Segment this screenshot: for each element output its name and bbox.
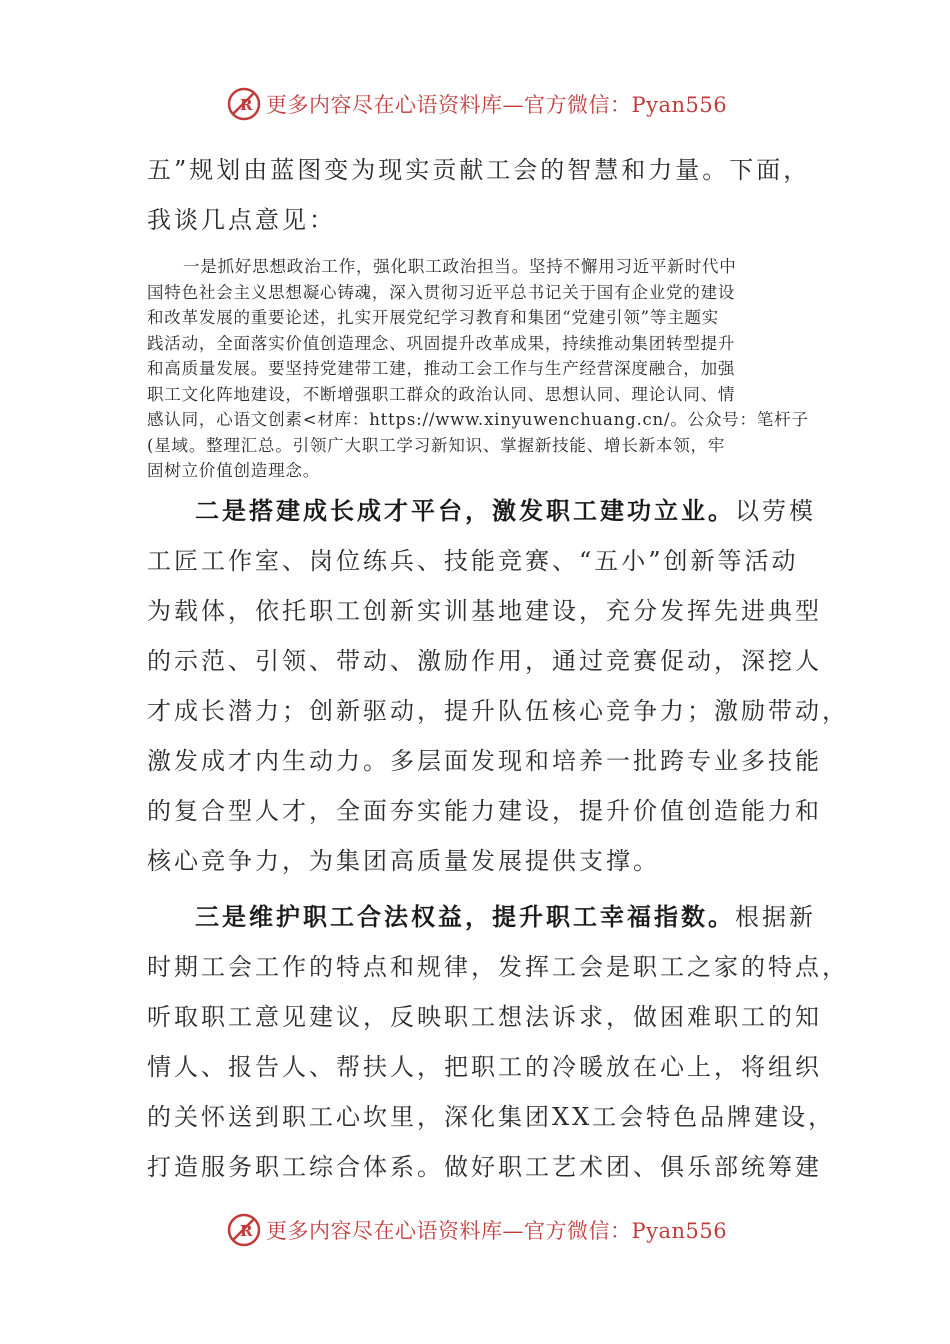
text-line: 和改革发展的重要论述，扎实开展党纪学习教育和集团“党建引领”等主题实	[147, 308, 720, 327]
text-line: 国特色社会主义思想凝心铸魂，深入贯彻习近平总书记关于国有企业党的建设	[147, 282, 736, 302]
text-line: 打造服务职工综合体系。做好职工艺术团、俱乐部统筹建	[147, 1153, 822, 1181]
text-line: 我谈几点意见：	[147, 206, 336, 234]
text-line: 才成长潜力；创新驱动，提升队伍核心竞争力；激励带动，	[147, 697, 849, 725]
section3-paragraph	[147, 892, 849, 1192]
section2-paragraph	[147, 486, 849, 886]
text-line: 听取职工意见建议，反映职工想法诉求，做困难职工的知	[147, 1003, 822, 1031]
text-line: 的关怀送到职工心坎里，深化集团XX工会特色品牌建设，	[147, 1103, 836, 1131]
watermark-text: 更多内容尽在心语资料库—官方微信：Pyan556	[266, 93, 728, 117]
section2-heading: 二是搭建成长成才平台，激发职工建功立业。	[195, 496, 735, 525]
section3-heading: 三是维护职工合法权益，提升职工幸福指数。	[195, 902, 735, 931]
watermark-banner-bottom	[226, 1208, 746, 1252]
text-line: 固树立价值创造理念。	[147, 461, 320, 480]
logo-icon	[226, 86, 262, 122]
text-line: 的复合型人才，全面夯实能力建设，提升价值创造能力和	[147, 797, 822, 825]
text-line: (星域。整理汇总。引领广大职工学习新知识、掌握新技能、增长新本领，牢	[147, 435, 726, 455]
watermark-banner-top	[226, 82, 746, 126]
text-line: 的示范、引领、带动、激励作用，通过竞赛促动，深挖人	[147, 647, 822, 675]
intro-paragraph	[147, 145, 811, 245]
text-line	[147, 486, 816, 536]
text-line: 和高质量发展。要坚持党建带工建，推动工会工作与生产经营深度融合，加强	[147, 359, 736, 378]
watermark-text: 更多内容尽在心语资料库—官方微信：Pyan556	[266, 1219, 728, 1243]
text-line: 核心竞争力，为集团高质量发展提供支撑。	[147, 847, 660, 875]
section3-first-line-rest: 根据新	[735, 903, 816, 931]
text-line: 激发成才内生动力。多层面发现和培养一批跨专业多技能	[147, 747, 822, 775]
section2-first-line-rest: 以劳模	[735, 497, 816, 525]
text-line: 一是抓好思想政治工作，强化职工政治担当。坚持不懈用习近平新时代中	[183, 257, 737, 276]
text-line: 工匠工作室、岗位练兵、技能竞赛、“五小”创新等活动	[147, 547, 799, 575]
text-line: 感认同，心语文创素<材库：https://www.xinyuwenchuang.cn/。公众号：笔杆子	[147, 410, 809, 429]
section1-paragraph	[147, 254, 807, 484]
svg-text:R: R	[240, 1222, 253, 1240]
text-line: 时期工会工作的特点和规律，发挥工会是职工之家的特点，	[147, 953, 849, 981]
logo-icon	[226, 1212, 262, 1248]
text-line: 职工文化阵地建设，不断增强职工群众的政治认同、思想认同、理论认同、情	[147, 384, 736, 404]
svg-text:R: R	[240, 96, 253, 114]
text-line: 五”规划由蓝图变为现实贡献工会的智慧和力量。下面，	[147, 156, 811, 184]
text-line: 为载体，依托职工创新实训基地建设，充分发挥先进典型	[147, 597, 822, 625]
text-line	[147, 892, 816, 942]
text-line: 践活动，全面落实价值创造理念、巩固提升改革成果，持续推动集团转型提升	[147, 333, 736, 353]
text-line: 情人、报告人、帮扶人，把职工的冷暖放在心上，将组织	[147, 1053, 822, 1081]
